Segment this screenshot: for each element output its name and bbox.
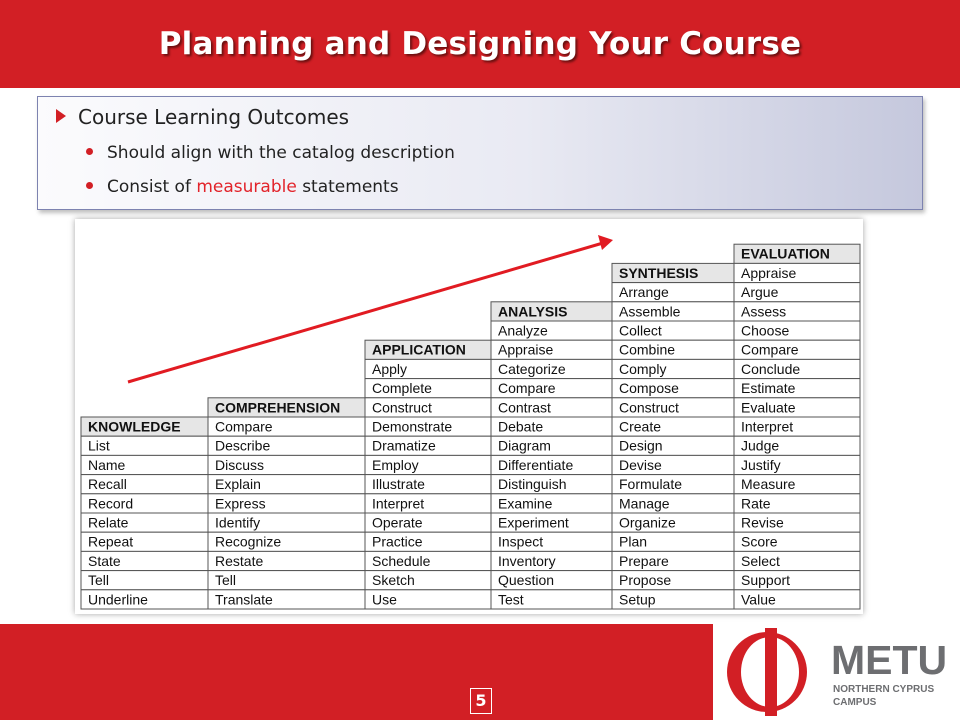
taxonomy-verb: Arrange [619,284,669,301]
taxonomy-verb: Describe [215,437,271,454]
taxonomy-verb: Combine [619,341,676,358]
taxonomy-verb: Compare [498,380,556,397]
taxonomy-verb: Appraise [498,341,554,358]
taxonomy-verb: Evaluate [741,399,796,416]
taxonomy-verb: Inventory [498,552,556,569]
taxonomy-verb: Question [498,572,555,589]
taxonomy-verb: Sketch [372,572,415,589]
arrow-head-icon [598,235,613,250]
taxonomy-verb: List [88,437,110,454]
taxonomy-verb: Propose [619,572,672,589]
taxonomy-verb: Analyze [498,322,548,339]
taxonomy-verb: Illustrate [372,476,425,493]
taxonomy-verb: Examine [498,495,553,512]
taxonomy-verb: Design [619,437,663,454]
taxonomy-verb: Tell [215,572,237,589]
bullet-dot-icon [86,182,93,189]
taxonomy-verb: Select [741,552,780,569]
taxonomy-verb: Employ [372,456,419,473]
taxonomy-verb: Underline [88,591,148,608]
taxonomy-verb: Translate [215,591,273,608]
taxonomy-verb: Repeat [88,533,134,550]
taxonomy-verb: Setup [619,591,656,608]
taxonomy-verb: Restate [215,552,264,569]
taxonomy-level-label: EVALUATION [741,245,830,262]
bullet-text-emphasis: measurable [196,177,297,197]
triangle-bullet-icon [56,109,66,123]
slide-title: Planning and Designing Your Course [158,26,802,62]
logo-wordmark: METU [831,637,948,683]
taxonomy-verb: Assess [741,303,787,320]
taxonomy-verb: Construct [372,399,432,416]
taxonomy-verb: Explain [215,476,261,493]
taxonomy-verb: Schedule [372,552,431,569]
taxonomy-verb: Tell [88,572,110,589]
taxonomy-verb: Express [215,495,266,512]
taxonomy-level-label: SYNTHESIS [619,264,699,281]
taxonomy-verb: Measure [741,476,796,493]
taxonomy-verb: Distinguish [498,476,567,493]
taxonomy-level-label: KNOWLEDGE [88,418,181,435]
taxonomy-verb: Revise [741,514,784,531]
taxonomy-verb: Differentiate [498,456,574,473]
taxonomy-verb: Compare [215,418,273,435]
taxonomy-verb: Create [619,418,662,435]
taxonomy-verb: Interpret [741,418,794,435]
bullet-text-post: statements [296,177,399,197]
taxonomy-verb: Name [88,456,126,473]
taxonomy-verb: State [88,552,121,569]
metu-logo [713,624,960,720]
taxonomy-verb: Justify [741,456,781,473]
taxonomy-verb: Plan [619,533,648,550]
taxonomy-verb: Interpret [372,495,425,512]
taxonomy-verb: Support [741,572,791,589]
taxonomy-verb: Score [741,533,778,550]
taxonomy-verb: Dramatize [372,437,436,454]
taxonomy-verb: Construct [619,399,679,416]
taxonomy-level-label: ANALYSIS [498,303,568,320]
taxonomy-verb: Appraise [741,264,797,281]
taxonomy-verb: Relate [88,514,129,531]
bullet-item [86,177,399,197]
taxonomy-level-label: COMPREHENSION [215,399,341,416]
taxonomy-verb: Test [498,591,524,608]
taxonomy-verb: Assemble [619,303,681,320]
taxonomy-verb: Collect [619,322,662,339]
outline-box [37,96,923,210]
bullet-dot-icon [86,148,93,155]
taxonomy-verb: Practice [372,533,423,550]
taxonomy-verb: Categorize [498,360,566,377]
taxonomy-verb: Inspect [498,533,544,550]
taxonomy-verb: Estimate [741,380,796,397]
taxonomy-verb: Judge [741,437,780,454]
taxonomy-verb: Record [88,495,134,512]
taxonomy-verb: Experiment [498,514,569,531]
taxonomy-verb: Debate [498,418,544,435]
taxonomy-verb: Recall [88,476,127,493]
metu-logo-graphic [713,624,960,720]
taxonomy-table-panel [75,219,863,614]
taxonomy-verb: Prepare [619,552,669,569]
outline-heading: Course Learning Outcomes [78,105,350,129]
taxonomy-verb: Choose [741,322,790,339]
taxonomy-verb: Operate [372,514,423,531]
taxonomy-verb: Formulate [619,476,683,493]
logo-subtitle-line2: CAMPUS [833,697,877,708]
bullet-text-pre: Consist of [107,177,197,197]
taxonomy-verb: Diagram [498,437,551,454]
taxonomy-verb: Manage [619,495,670,512]
taxonomy-verb: Demonstrate [372,418,453,435]
taxonomy-verb: Organize [619,514,676,531]
outline-heading-row [56,105,349,129]
taxonomy-verb: Value [741,591,776,608]
taxonomy-verb: Conclude [741,360,801,377]
taxonomy-verb: Rate [741,495,771,512]
taxonomy-verb: Contrast [498,399,551,416]
taxonomy-verb: Argue [741,284,779,301]
bullet-item [86,143,455,163]
logo-stripe [765,628,777,716]
logo-subtitle-line1: NORTHERN CYPRUS [833,684,935,695]
bullet-text: Should align with the catalog description [107,143,455,163]
title-bar [0,0,960,88]
taxonomy-verb: Use [372,591,397,608]
taxonomy-verb: Devise [619,456,662,473]
bloom-taxonomy-table [75,219,863,614]
taxonomy-verb: Recognize [215,533,282,550]
taxonomy-verb: Compare [741,341,799,358]
taxonomy-verb: Identify [215,514,261,531]
taxonomy-verb: Apply [372,360,408,377]
taxonomy-level-label: APPLICATION [372,341,466,358]
taxonomy-verb: Discuss [215,456,265,473]
taxonomy-verb: Complete [372,380,432,397]
taxonomy-verb: Compose [619,380,679,397]
page-number: 5 [470,688,492,714]
taxonomy-verb: Comply [619,360,667,377]
